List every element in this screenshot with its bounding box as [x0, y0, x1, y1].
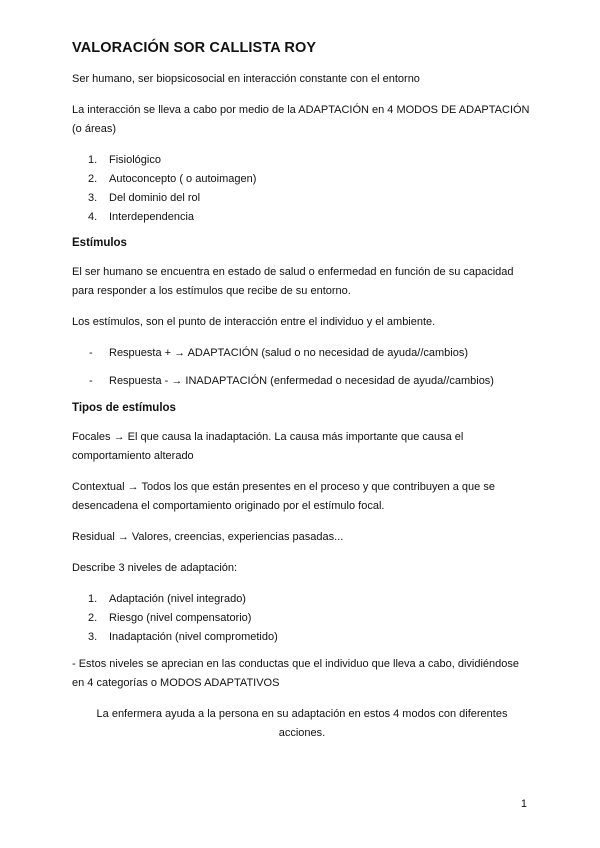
list-number: 1.: [88, 593, 98, 605]
list-item: [72, 170, 532, 189]
contextual-paragraph: Contextual → Todos los que están presentes en el proceso y que contribuyen a que se desencadena el comportamiento originado por el estímulo focal.: [72, 481, 495, 512]
list-item: [72, 590, 532, 609]
list-item-text: Respuesta - → INADAPTACIÓN (enfermedad o necesidad de ayuda//cambios): [109, 375, 494, 387]
stimuli-paragraph-1: El ser humano se encuentra en estado de salud o enfermedad en función de su capacidad para responder a los estímulos que recibe de su entorno.: [72, 266, 514, 297]
list-item-text: Interdependencia: [109, 211, 195, 223]
list-item: [72, 344, 532, 363]
list-item-text: Adaptación (nivel integrado): [109, 593, 246, 605]
list-number: 1.: [88, 154, 98, 166]
list-item: [72, 628, 532, 647]
list-number: 3.: [88, 631, 98, 643]
document-body: [72, 40, 532, 755]
responses-list: [72, 344, 532, 391]
list-item-text: Riesgo (nivel compensatorio): [109, 612, 252, 624]
adaptation-intro-paragraph: La interacción se lleva a cabo por medio de la ADAPTACIÓN en 4 MODOS DE ADAPTACIÓN (o áreas): [72, 104, 530, 135]
list-item-text: Inadaptación (nivel comprometido): [109, 631, 278, 643]
list-item: [72, 372, 532, 391]
list-item: [72, 208, 532, 227]
list-item-text: Del dominio del rol: [109, 192, 201, 204]
list-item-text: Fisiológico: [109, 154, 161, 166]
focal-paragraph: Focales → El que causa la inadaptación. La causa más importante que causa el comportamiento alterado: [72, 431, 464, 462]
adaptation-modes-list: [72, 151, 532, 227]
levels-note-paragraph: - Estos niveles se aprecian en las conductas que el individuo que lleva a cabo, dividiéndose en 4 categorías o MODOS ADAPTATIVOS: [72, 658, 520, 689]
stimuli-types-heading: Tipos de estímulos: [72, 402, 176, 414]
levels-intro-paragraph: Describe 3 niveles de adaptación:: [72, 562, 238, 574]
adaptation-levels-list: [72, 590, 532, 647]
stimuli-heading: Estímulos: [72, 237, 127, 249]
intro-paragraph: Ser humano, ser biopsicosocial en interacción constante con el entorno: [72, 73, 420, 85]
list-number: 3.: [88, 192, 98, 204]
list-number: 2.: [88, 612, 98, 624]
closing-paragraph: La enfermera ayuda a la persona en su adaptación en estos 4 modos con diferentes acciones.: [96, 708, 508, 739]
list-number: 2.: [88, 173, 98, 185]
list-item-text: Autoconcepto ( o autoimagen): [109, 173, 257, 185]
dash-bullet: -: [89, 375, 93, 387]
list-number: 4.: [88, 211, 98, 223]
list-item: [72, 609, 532, 628]
stimuli-paragraph-2: Los estímulos, son el punto de interacción entre el individuo y el ambiente.: [72, 316, 436, 328]
document-title: VALORACIÓN SOR CALLISTA ROY: [72, 40, 317, 56]
list-item-text: Respuesta + → ADAPTACIÓN (salud o no necesidad de ayuda//cambios): [109, 347, 469, 359]
list-item: [72, 189, 532, 208]
dash-bullet: -: [89, 347, 93, 359]
page-number: 1: [520, 798, 527, 810]
residual-paragraph: Residual → Valores, creencias, experiencias pasadas...: [72, 531, 344, 543]
list-item: [72, 151, 532, 170]
